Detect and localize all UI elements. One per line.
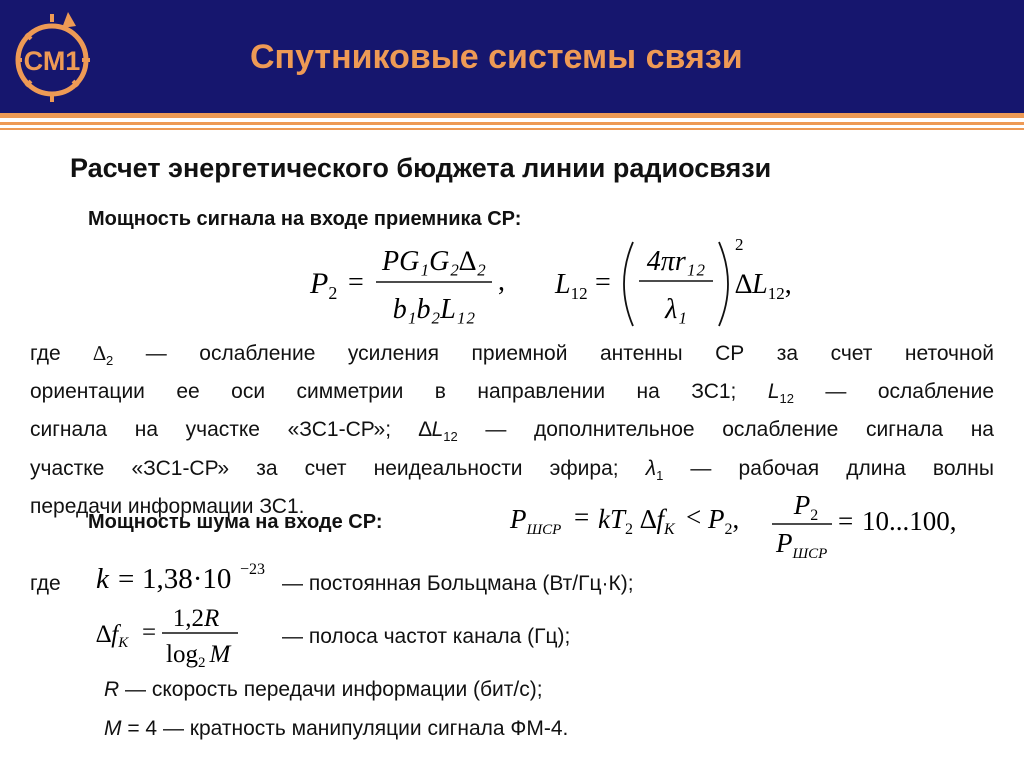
svg-text:PG₁G₂∆₂: PG₁G₂∆₂ (382, 246, 486, 277)
svg-text:∆fK: $\Delta f_K$ (640, 504, 675, 538)
slide-title: Спутниковые системы связи (250, 38, 743, 76)
svg-text:k: k (96, 563, 109, 595)
formula-l12 (555, 234, 805, 330)
svg-text:=: = (118, 563, 135, 595)
boltzmann-description: — постоянная Больцмана (Вт/Гц·К); (282, 572, 634, 595)
svg-text:=: = (595, 267, 611, 298)
where-label: где (30, 572, 61, 595)
formula-bandwidth (96, 602, 256, 672)
header-stripe (0, 128, 1024, 130)
noise-power-label: Мощность шума на входе СР: (88, 511, 383, 533)
svg-text:1,38·10: 1,38·10 (142, 563, 232, 595)
svg-text:P2: $P_2$ (310, 267, 338, 303)
svg-text:P2,: $P_2$, (708, 504, 740, 538)
r-definition: R — скорость передачи информации (бит/с); (104, 678, 543, 701)
svg-text:b₁b₂L₁₂: b₁b₂L₁₂ (392, 294, 476, 325)
svg-text:<: < (686, 502, 702, 532)
signal-power-label: Мощность сигнала на входе приемника СР: (88, 208, 522, 230)
svg-text:L12: $L_{12}$ (555, 269, 588, 303)
svg-text:=: = (574, 502, 590, 532)
svg-text:1,2R: 1,2R (172, 605, 220, 632)
formula-pshsr (510, 500, 750, 540)
svg-text:∆fK: $\Delta f_K$ (96, 621, 129, 651)
m-definition: M = 4 — кратность манипуляции сигнала ФМ-4. (104, 717, 569, 740)
formula-boltzmann (96, 558, 276, 598)
section-heading: Расчет энергетического бюджета линии радиосвязи (70, 153, 772, 183)
svg-text:,: , (498, 266, 505, 297)
svg-text:log2M: $\log_2 M$ (166, 641, 231, 671)
paragraph-line: где $\Delta_2$ — ослабление усиления приемной антенны СР за счет неточной (30, 341, 994, 369)
svg-text:∆L12,: $\Delta L_{12}$, (735, 269, 792, 303)
svg-text:λ₁: λ₁ (665, 294, 687, 325)
paragraph-line: передачи информации ЗС1. (30, 494, 305, 518)
paragraph-line: участке «ЗС1-СР» за счет неидеальности эфира; $\lambda_1$ — рабочая длина волны (30, 456, 995, 483)
slide-header (0, 0, 1024, 113)
svg-text:kT2: $kT_2$ (598, 504, 633, 538)
bandwidth-description: — полоса частот канала (Гц); (282, 625, 571, 648)
paragraph-line: сигнала на участке «ЗС1-СР»; $\Delta L_{12}$ — дополнительное ослабление сигнала на (30, 418, 994, 445)
svg-text:10...100,: 10...100, (862, 506, 957, 536)
svg-text:PШСР: $P_{ШСР}$ (510, 504, 562, 538)
logo-text: СМ1 (23, 46, 81, 76)
svg-text:2: 2 (735, 235, 744, 254)
svg-text:PШСР: $P_{ШСР}$ (776, 528, 828, 562)
formula-p2 (310, 238, 520, 330)
svg-text:4πr₁₂: 4πr₁₂ (646, 246, 706, 277)
formula-ratio (772, 486, 972, 562)
svg-text:=: = (348, 267, 364, 298)
paragraph-line: ориентации ее оси симметрии в направлении на ЗС1; $L_{12}$ — ослабление (30, 380, 994, 407)
svg-text:−23: −23 (240, 561, 266, 578)
company-logo (10, 8, 94, 104)
svg-text:=: = (142, 619, 157, 646)
svg-text:=: = (838, 506, 854, 536)
svg-text:P2: $P_2$ (793, 490, 819, 524)
